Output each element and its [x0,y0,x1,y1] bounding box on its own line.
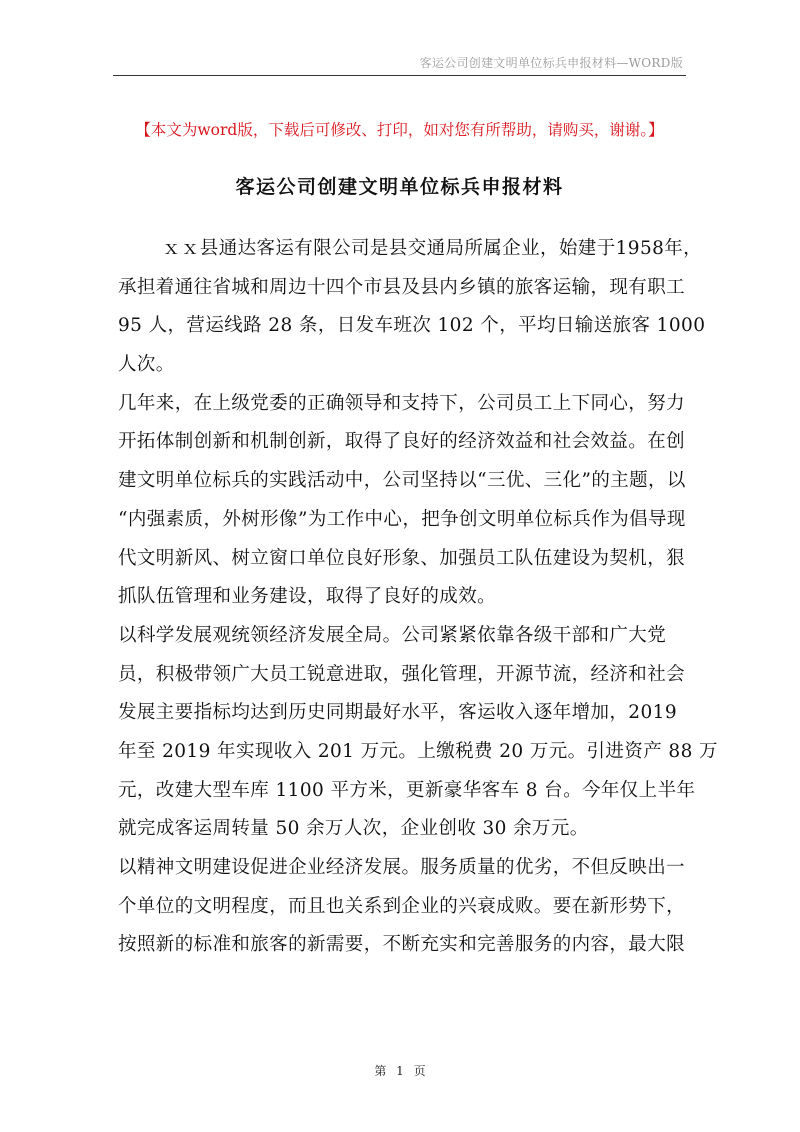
body-line: 人次。 [118,354,175,376]
body-line: 员，积极带领广大员工锐意进取，强化管理，开源节流，经济和社会 [118,663,686,685]
body-line: 年至 2019 年实现收入 201 万元。上缴税费 20 万元。引进资产 88 万 [118,740,718,762]
page-prefix: 第 [374,1064,387,1078]
running-header: 客运公司创建文明单位标兵申报材料—WORD版 [419,56,683,70]
body-line: 发展主要指标均达到历史同期最好水平，客运收入逐年增加，2019 [118,702,677,724]
body-line: 几年来，在上级党委的正确领导和支持下，公司员工上下同心，努力 [118,392,686,414]
body-line: 抓队伍管理和业务建设，取得了良好的成效。 [118,586,497,608]
body-line: 按照新的标准和旅客的新需要，不断充实和完善服务的内容，最大限 [118,934,686,956]
body-line: 开拓体制创新和机制创新，取得了良好的经济效益和社会效益。在创 [118,431,686,453]
body-line: 95 人，营运线路 28 条，日发车班次 102 个，平均日输送旅客 1000 [118,315,706,337]
purchase-notice: 【本文为word版，下载后可修改、打印，如对您有所帮助，请购买，谢谢。】 [135,121,664,139]
body-line: 承担着通往省城和周边十四个市县及县内乡镇的旅客运输，现有职工 [118,276,686,298]
body-line: 以精神文明建设促进企业经济发展。服务质量的优劣，不但反映出一 [118,857,686,878]
body-line: 元，改建大型车库 1100 平方米，更新豪华客车 8 台。今年仅上半年 [118,779,696,801]
body-line: 以科学发展观统领经济发展全局。公司紧紧依靠各级干部和广大党 [118,624,667,646]
page-footer [0,1062,800,1079]
document-title: 客运公司创建文明单位标兵申报材料 [235,176,564,198]
page-suffix: 页 [413,1064,426,1078]
body-line: ｘｘ县通达客运有限公司是县交通局所属企业，始建于1958年， [162,238,703,259]
body-line: 就完成客运周转量 50 余万人次，企业创收 30 余万元。 [118,818,589,840]
document-body [118,230,718,965]
body-line: “内强素质，外树形像”为工作中心，把争创文明单位标兵作为倡导现 [118,508,686,530]
body-line: 个单位的文明程度，而且也关系到企业的兴衰成败。要在新形势下， [118,895,686,917]
page-number: 1 [396,1064,404,1078]
body-line: 代文明新风、树立窗口单位良好形象、加强员工队伍建设为契机，狠 [118,547,686,569]
body-line: 建文明单位标兵的实践活动中，公司坚持以“三优、三化”的主题，以 [118,470,686,492]
header-divider [113,75,686,76]
